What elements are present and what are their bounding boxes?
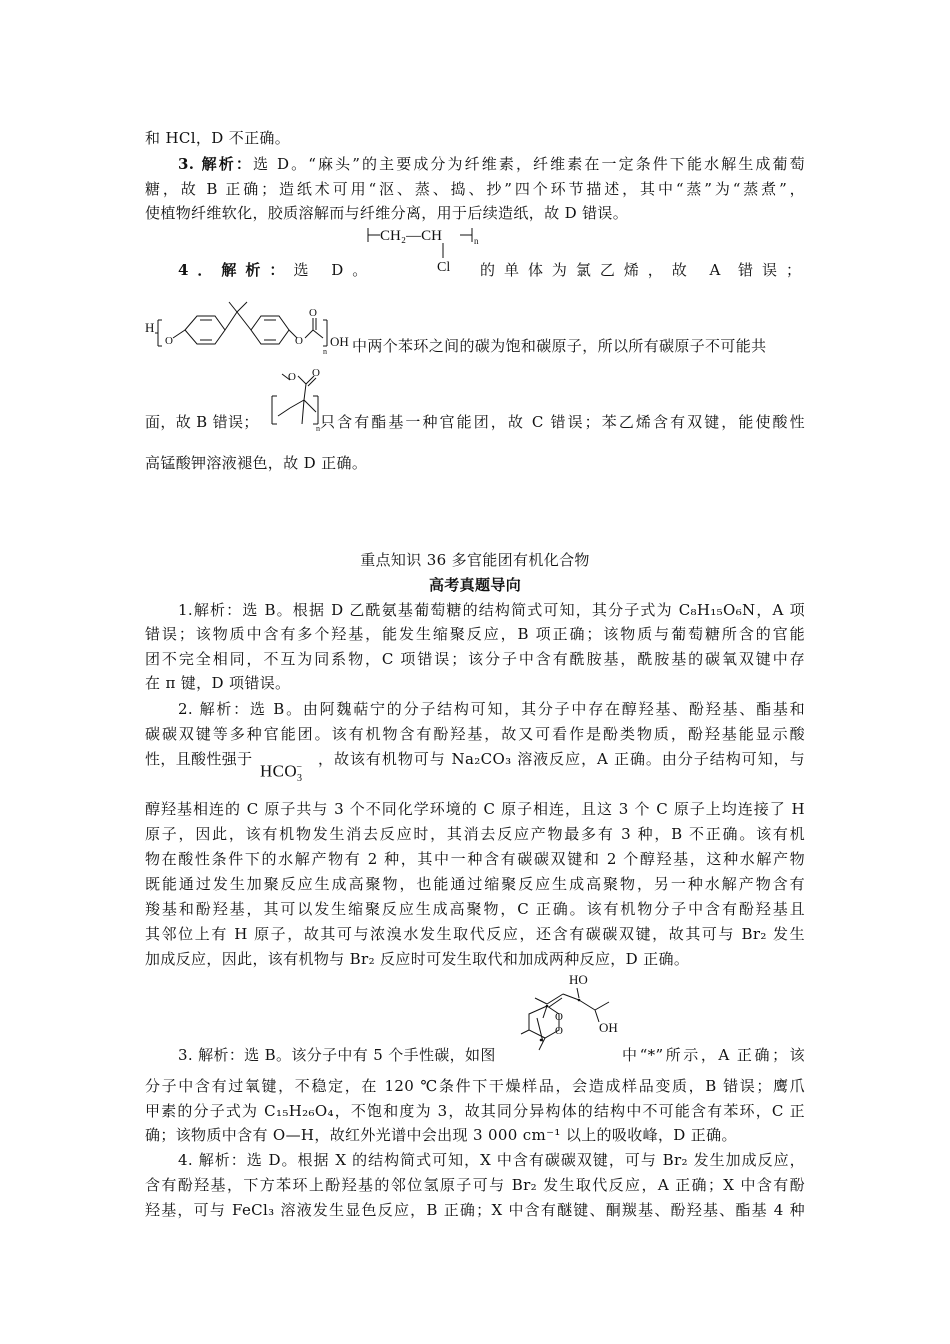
answer-3-line-3: 使植物纤维软化，胶质溶解而与纤维分离，用于后续造纸，故 D 错误。 <box>145 204 629 222</box>
q2-line-2: 碳碳双键等多种官能团。该有机物含有酚羟基，故又可看作是酚类物质，酚羟基能显示酸 <box>145 725 805 743</box>
answer-label: 3. 解析： <box>178 155 254 173</box>
answer-3-line-1: 3. 解析：选 D。“麻头”的主要成分为纤维素，纤维素在一定条件下能水解生成葡萄 <box>178 155 805 173</box>
svg-text:O: O <box>295 335 303 347</box>
svg-text:O: O <box>312 367 320 379</box>
polycarbonate-structure <box>145 302 355 362</box>
svg-text:O: O <box>309 307 317 319</box>
q1-line-4: 在 π 键，D 项错误。 <box>145 674 291 692</box>
pvc-chain: CH₂—CH <box>380 228 442 244</box>
svg-text:O: O <box>165 335 173 347</box>
svg-text:OH: OH <box>599 1020 618 1035</box>
q1-line-3: 团不完全相同，不互为同系物，C 项错误；该分子中含有酰胺基，酰胺基的碳氧双键中存 <box>145 650 805 668</box>
q4-line-3: 羟基，可与 FeCl₃ 溶液发生显色反应，B 正确；X 中含有醚键、酮羰基、酚羟基、酯基 4 种 <box>145 1201 805 1219</box>
svg-text:O: O <box>555 1011 563 1023</box>
svg-text:O: O <box>555 1025 563 1037</box>
q2-line-3a: 性，且酸性强于 <box>145 750 253 768</box>
pvc-cl: Cl <box>437 260 451 275</box>
svg-text:OH: OH <box>330 334 349 349</box>
q2-line-3b: ，故该有机物可与 Na₂CO₃ 溶液反应，A 正确。由分子结构可知，与 <box>318 750 805 768</box>
yingzhaosu-structure <box>515 970 625 1060</box>
answer-4-line-1a: 4．解析：选 D。 <box>178 261 377 279</box>
svg-text:HO: HO <box>569 972 588 987</box>
pmma-structure <box>268 366 328 436</box>
q3-line-4: 确；该物质中含有 O—H，故红外光谱中会出现 3 000 cm⁻¹ 以上的吸收峰，D 正确。 <box>145 1126 737 1144</box>
answer-4-line-1b: 的单体为氯乙烯，故 A 错误； <box>480 261 805 279</box>
answer-3-line-2: 糖，故 B 正确；造纸术可用“沤、蒸、捣、抄”四个环节描述，其中“蒸”为“蒸煮”， <box>145 180 805 198</box>
q4-line-1: 4. 解析：选 D。根据 X 的结构简式可知，X 中含有碳碳双键，可与 Br₂ 发生加成反应， <box>178 1151 805 1169</box>
q4-line-2: 含有酚羟基，下方苯环上酚羟基的邻位氢原子可与 Br₂ 发生取代反应，A 正确；X 中含有酚 <box>145 1176 805 1194</box>
q2-line-10: 加成反应，因此，该有机物与 Br₂ 反应时可发生取代和加成两种反应，D 正确。 <box>145 950 690 968</box>
answer-4-line-4: 高锰酸钾溶液褪色，故 D 正确。 <box>145 454 368 472</box>
pvc-n: n <box>474 236 479 246</box>
q3-line-3: 甲素的分子式为 C₁₅H₂₆O₄，不饱和度为 3，故其同分异构体的结构中不可能含有苯环，C 正 <box>145 1102 805 1120</box>
svg-text:n: n <box>316 424 320 433</box>
q1-line-1: 1.解析：选 B。根据 D 乙酰氨基葡萄糖的结构简式可知，其分子式为 C₈H₁₅O₆N，A 项 <box>178 601 805 619</box>
q2-line-1: 2. 解析：选 B。由阿魏萜宁的分子结构可知，其分子中存在醇羟基、酚羟基、酯基和 <box>178 700 805 718</box>
pvc-structure <box>360 222 479 277</box>
q2-line-5: 原子，因此，该有机物发生消去反应时，其消去反应产物最多有 3 种，B 不正确。该有机 <box>145 825 805 843</box>
answer-4-line-2: 中两个苯环之间的碳为饱和碳原子，所以所有碳原子不可能共 <box>352 337 767 355</box>
q2-line-4: 醇羟基相连的 C 原子共与 3 个不同化学环境的 C 原子相连，且这 3 个 C 原子上均连接了 H <box>145 800 805 818</box>
q2-line-8: 羧基和酚羟基，其可以发生缩聚反应生成高聚物，C 正确。该有机物分子中含有酚羟基且 <box>145 900 805 918</box>
svg-text:H: H <box>145 320 155 335</box>
q2-line-6: 物在酸性条件下的水解产物有 2 种，其中一种含有碳碳双键和 2 个醇羟基，这种水解产物 <box>145 850 805 868</box>
svg-text:O: O <box>288 371 296 383</box>
svg-text:n: n <box>323 347 327 356</box>
section-subtitle: 高考真题导向 <box>428 576 522 594</box>
text-line: 和 HCl，D 不正确。 <box>145 129 291 147</box>
q1-line-2: 错误；该物质中含有多个羟基，能发生缩聚反应，B 项正确；该物质与葡萄糖所含的官能 <box>145 625 805 643</box>
q3-line-1a: 3. 解析：选 B。该分子中有 5 个手性碳，如图 <box>178 1046 496 1064</box>
q3-line-2: 分子中含有过氧键，不稳定，在 120 ℃条件下干燥样品，会造成样品变质，B 错误；鹰爪 <box>145 1077 805 1095</box>
answer-4-line-3b: 只含有酯基一种官能团，故 C 错误；苯乙烯含有双键，能使酸性 <box>320 413 805 431</box>
section-title: 重点知识 36 多官能团有机化合物 <box>360 551 590 569</box>
q3-line-1b: 中“*”所示，A 正确；该 <box>622 1046 805 1064</box>
hco3-formula: $HCO_3^-$ <box>260 761 303 785</box>
answer-4-line-3a: 面，故 B 错误； <box>145 413 259 431</box>
q2-line-9: 其邻位上有 H 原子，故其可与浓溴水发生取代反应，还含有碳碳双键，故其可与 Br₂ 发生 <box>145 925 805 943</box>
q2-line-7: 既能通过发生加聚反应生成高聚物，也能通过缩聚反应生成高聚物，另一种水解产物含有 <box>145 875 805 893</box>
